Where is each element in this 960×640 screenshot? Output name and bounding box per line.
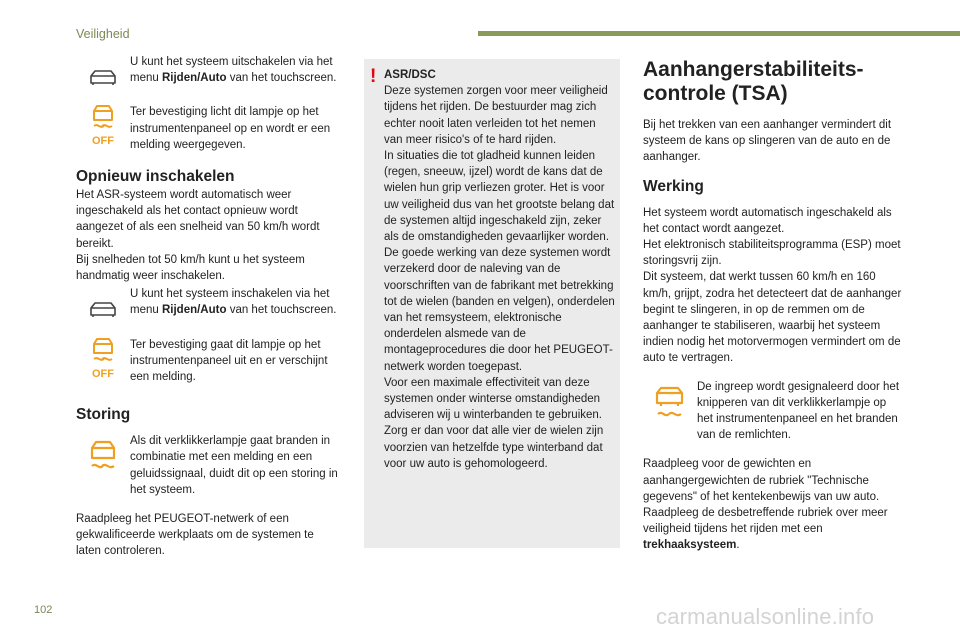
section-title-reactivate: Opnieuw inschakelen xyxy=(76,168,235,186)
right-column xyxy=(643,54,905,554)
indicator-text: De ingreep wordt gesignaleerd door het knipperen van dit verklikkerlampje op het instrumentenpaneel en het branden van de remlichten. xyxy=(697,380,900,442)
traction-control-off-icon xyxy=(76,104,130,146)
car-outline-icon xyxy=(76,54,130,86)
indicator-item xyxy=(76,337,338,386)
traction-control-off-icon xyxy=(76,337,130,379)
warning-body: Deze systemen zorgen voor meer veiligheid tijdens het rijden. De bestuurder mag zich echter nooit laten verleiden tot het nemen van meer risico's of te hard rijden. In situaties die tot gladheid kunnen leiden (regen, sneeuw, ijzel) wordt de kans dat de wielen hun grip verliezen groter. Het is voor uw veiligheid dus van het grootste belang dat de systemen altijd ingeschakeld zijn, zeker als de omstandigheden gevaarlijker worden. De goede werking van deze systemen wordt verzekerd door de naleving van de voorschriften van de fabrikant met betrekking tot de wielen (banden en velgen), onderdelen van het remsysteem, elektronische onderdelen alsmede van de montageprocedures die door het PEUGEOT-netwerk worden toegepast. Voor een maximale effectiviteit van deze systemen onder winterse omstandigheden adviseren wij u winterbanden te gebruiken. Zorg er dan voor dat alle vier de wielen zijn voorzien van hetzelfde type winterband dat voor uw auto is gehomologeerd. xyxy=(384,85,615,470)
indicator-text: Als dit verklikkerlampje gaat branden in combinatie met een melding en een geluidssignaal, duidt dit op een storing in het systeem. xyxy=(130,435,338,496)
page-title: Aanhangerstabiliteits- controle (TSA) xyxy=(643,58,864,105)
header-bar xyxy=(478,31,960,36)
page-number: 102 xyxy=(34,604,53,616)
off-label: OFF xyxy=(92,367,114,379)
instruction-text: U kunt het systeem uitschakelen via het menu Rijden/Auto van het touchscreen. xyxy=(130,56,337,85)
left-column xyxy=(76,54,338,560)
trailer-stability-icon xyxy=(643,379,697,419)
footer-text: Raadpleeg het PEUGEOT-netwerk of een gekwalificeerde werkplaats om de systemen te laten controleren. xyxy=(76,513,314,558)
instruction-item xyxy=(76,54,338,86)
section-header: Veiligheid xyxy=(76,27,130,41)
warning-title: ASR/DSC xyxy=(384,69,436,81)
traction-control-icon xyxy=(76,433,130,475)
intro-text: Bij het trekken van een aanhanger vermindert dit systeem de kans op slingeren van de auto en de aanhanger. xyxy=(643,119,892,164)
section-body-reactivate: Het ASR-systeem wordt automatisch weer ingeschakeld als het contact opnieuw wordt aangezet of als een snelheid van 50 km/h wordt bereikt. Bij snelheden tot 50 km/h kunt u het systeem handmatig weer inschakelen. xyxy=(76,189,320,283)
indicator-text: Ter bevestiging gaat dit lampje op het instrumentenpaneel uit en er verschijnt een melding. xyxy=(130,338,328,384)
car-outline-icon xyxy=(76,286,130,318)
instruction-text: U kunt het systeem inschakelen via het menu Rijden/Auto van het touchscreen. xyxy=(130,288,337,317)
section-body-operation: Het systeem wordt automatisch ingeschakeld als het contact wordt aangezet. Het elektronisch stabiliteitsprogramma (ESP) moet storingsvrij zijn. Dit systeem, dat werkt tussen 60 km/h en 160 km/h, grijpt, zodra het detecteert dat de aanhanger begint te slingeren, in op de remmen om de aanhanger te stabiliseren, waarbij het systeem indien nodig het motorvermogen vermindert om de auto te vertragen. xyxy=(643,206,902,365)
indicator-item xyxy=(76,433,338,498)
watermark: carmanualsonline.info xyxy=(656,604,875,629)
section-title-failure: Storing xyxy=(76,406,131,424)
indicator-item xyxy=(76,104,338,153)
indicator-item xyxy=(643,379,905,444)
instruction-item xyxy=(76,286,338,318)
off-label: OFF xyxy=(92,135,114,147)
indicator-text: Ter bevestiging licht dit lampje op het instrumentenpaneel op en wordt er een melding weergegeven. xyxy=(130,106,331,151)
section-title-operation: Werking xyxy=(643,177,704,195)
footer-text: Raadpleeg voor de gewichten en aanhangergewichten de rubriek "Technische gegevens" of het kentekenbewijs van uw auto. Raadpleeg de desbetreffende rubriek over meer veiligheid tijdens het rijden met een trekhaaksysteem. xyxy=(643,458,888,552)
warning-box xyxy=(364,59,620,548)
warning-icon: ! xyxy=(370,66,377,87)
